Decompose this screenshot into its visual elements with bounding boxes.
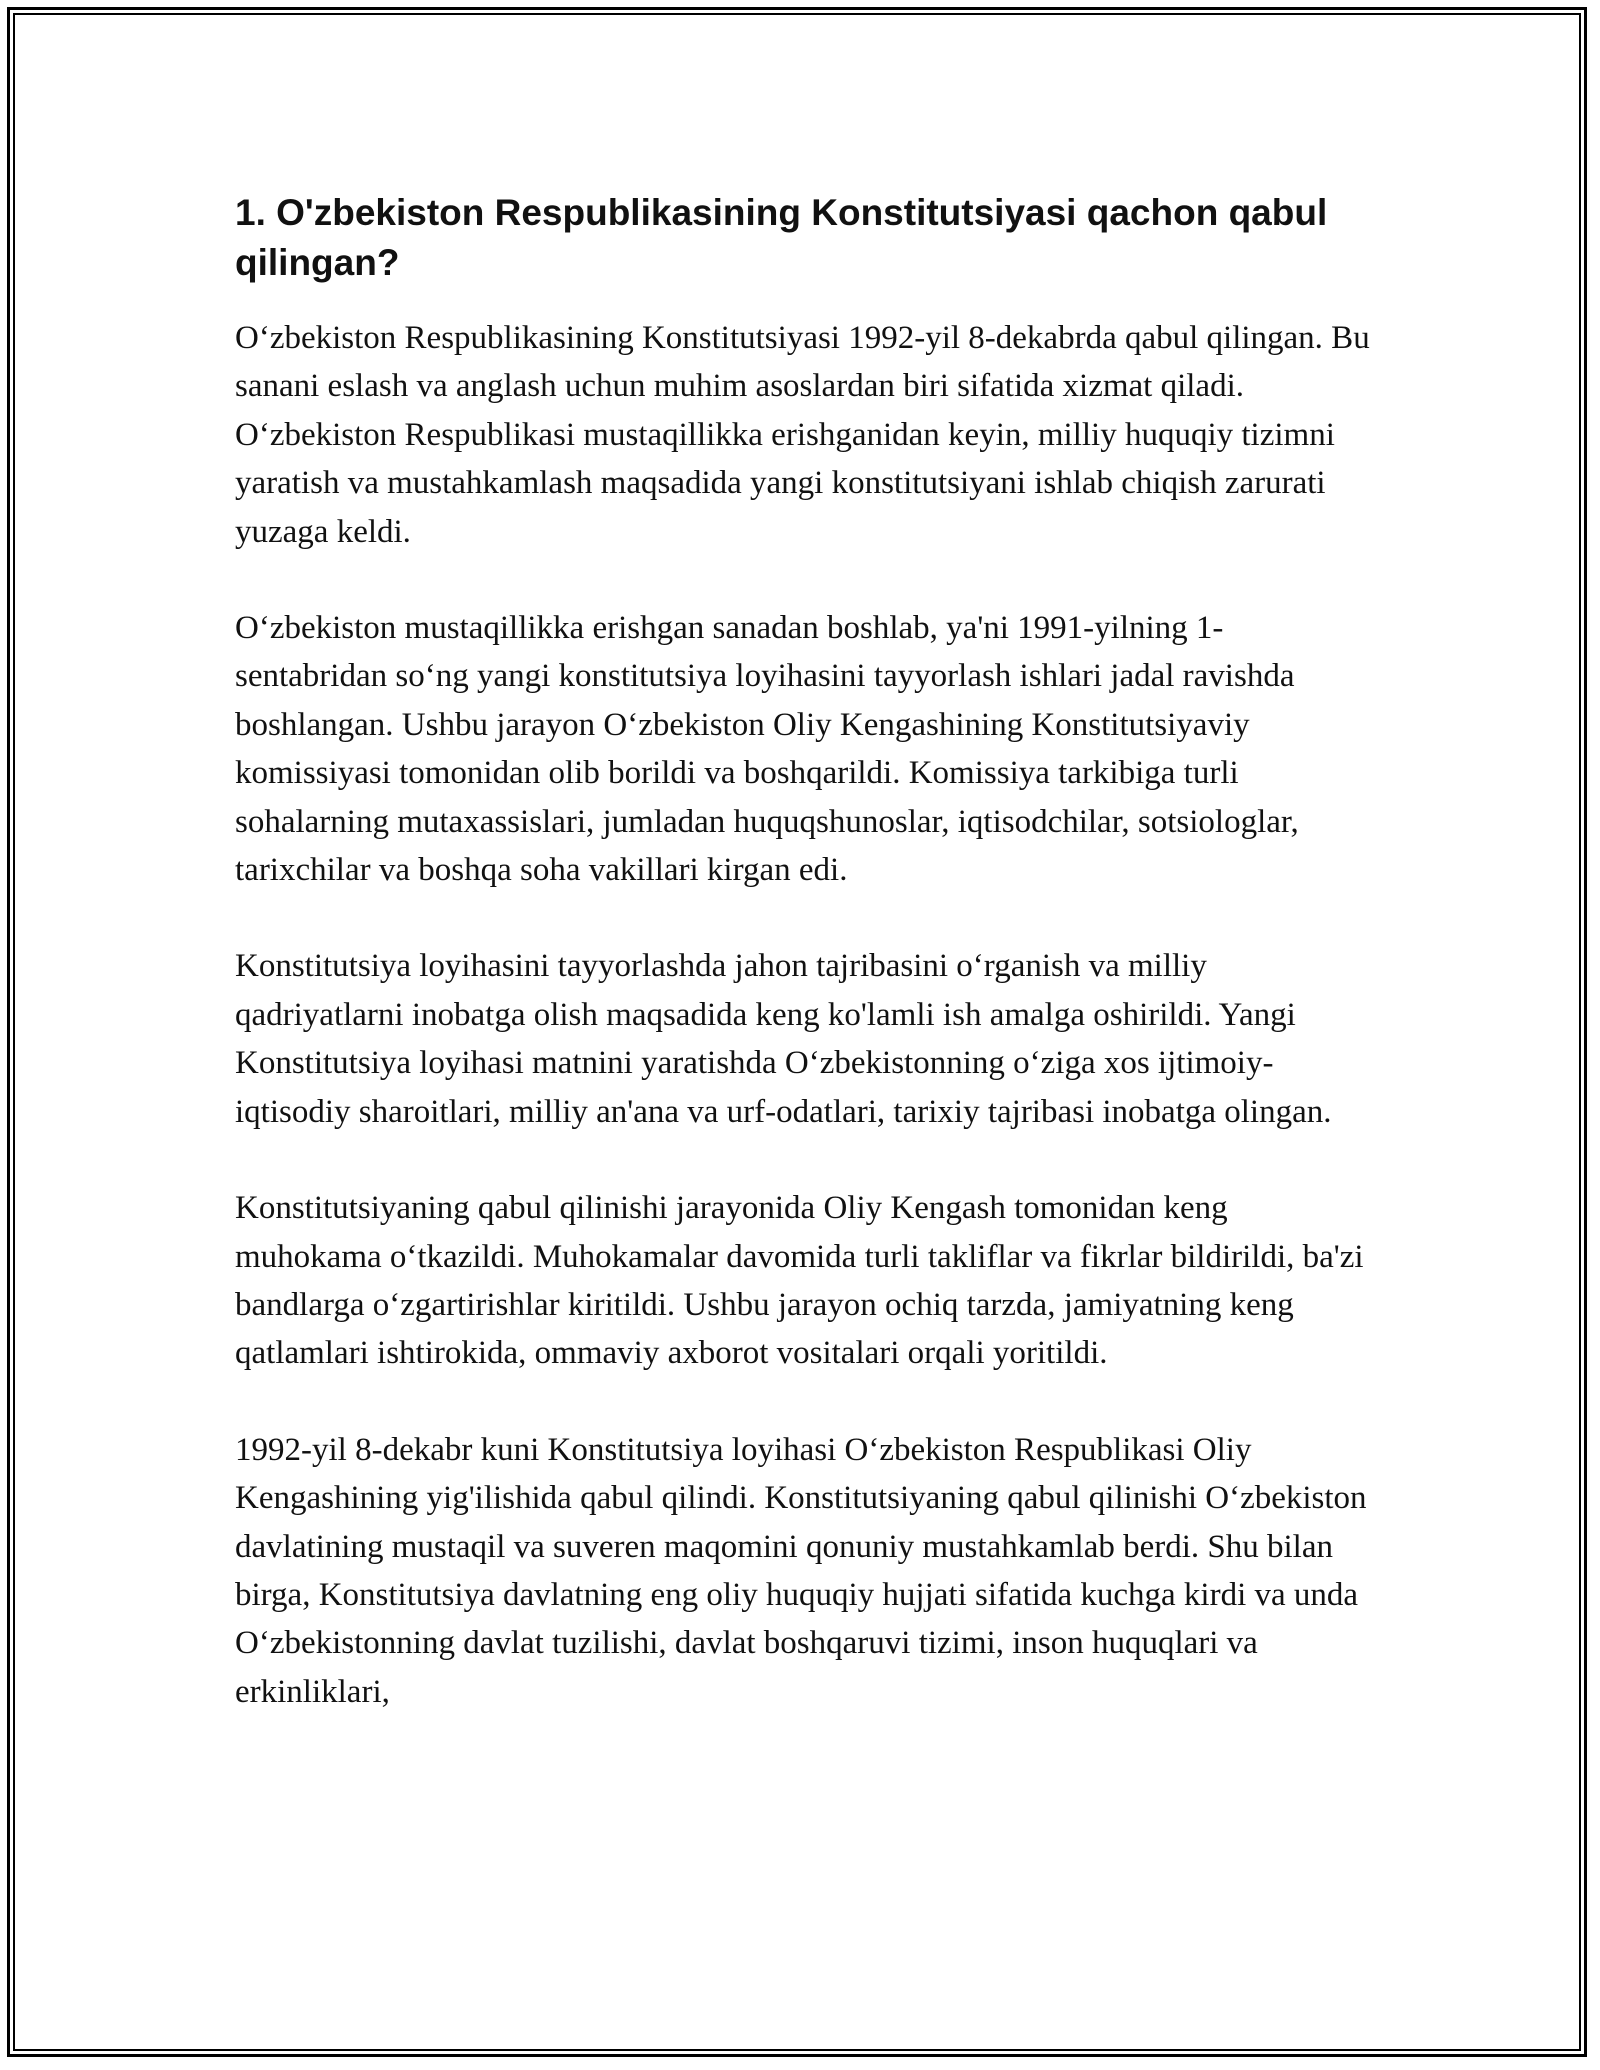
paragraph-adoption-date: O‘zbekiston Respublikasining Konstitutsiyasi 1992-yil 8-dekabrda qabul qilingan. Bu sanani eslash va anglash uchun muhim asoslardan biri sifatida xizmat qiladi. O‘zbekiston Respublikasi mustaqillikka erishganidan keyin, milliy huquqiy tizimni yaratish va mustahkamlash maqsadida yangi konstitutsiyani ishlab chiqish zarurati yuzaga keldi.: [235, 320, 1370, 550]
paragraph-discussion: Konstitutsiyaning qabul qilinishi jarayonida Oliy Kengash tomonidan keng muhokama o‘tkazildi. Muhokamalar davomida turli takliflar va fikrlar bildirildi, ba'zi bandlarga o‘zgartirishlar kiritildi. Ushbu jarayon ochiq tarzda, jamiyatning keng qatlamlari ishtirokida, ommaviy axborot vositalari orqali yoritildi.: [235, 1190, 1364, 1372]
paragraph-drafting-process: O‘zbekiston mustaqillikka erishgan sanadan boshlab, ya'ni 1991-yilning 1-sentabridan so‘ng yangi konstitutsiya loyihasini tayyorlash ishlari jadal ravishda boshlangan. Ushbu jarayon O‘zbekiston Oliy Kengashining Konstitutsiyaviy komissiyasi tomonidan olib borildi va boshqarildi. Komissiya tarkibiga turli sohalarning mutaxassislari, jumladan huquqshunoslar, iqtisodchilar, sotsiologlar, tarixchilar va boshqa soha vakillari kirgan edi.: [235, 610, 1299, 889]
paragraph-world-experience: Konstitutsiya loyihasini tayyorlashda jahon tajribasini o‘rganish va milliy qadriyatlarni inobatga olish maqsadida keng ko'lamli ish amalga oshirildi. Yangi Konstitutsiya loyihasi matnini yaratishda O‘zbekistonning o‘ziga xos ijtimoiy-iqtisodiy sharoitlari, milliy an'ana va urf-odatlari, tarixiy tajribasi inobatga olingan.: [235, 948, 1332, 1130]
paragraph-adoption-event: 1992-yil 8-dekabr kuni Konstitutsiya loyihasi O‘zbekiston Respublikasi Oliy Kengashining yig'ilishida qabul qilindi. Konstitutsiyaning qabul qilinishi O‘zbekiston davlatining mustaqil va suveren maqomini qonuniy mustahkamlab berdi. Shu bilan birga, Konstitutsiya davlatning eng oliy huquqiy hujjati sifatida kuchga kirdi va unda O‘zbekistonning davlat tuzilishi, davlat boshqaruvi tizimi, inson huquqlari va erkinliklari,: [235, 1431, 1367, 1710]
question-heading: 1. O'zbekiston Respublikasining Konstitutsiyasi qachon qabul qilingan?: [235, 192, 1328, 283]
document-body: [235, 188, 1375, 1716]
